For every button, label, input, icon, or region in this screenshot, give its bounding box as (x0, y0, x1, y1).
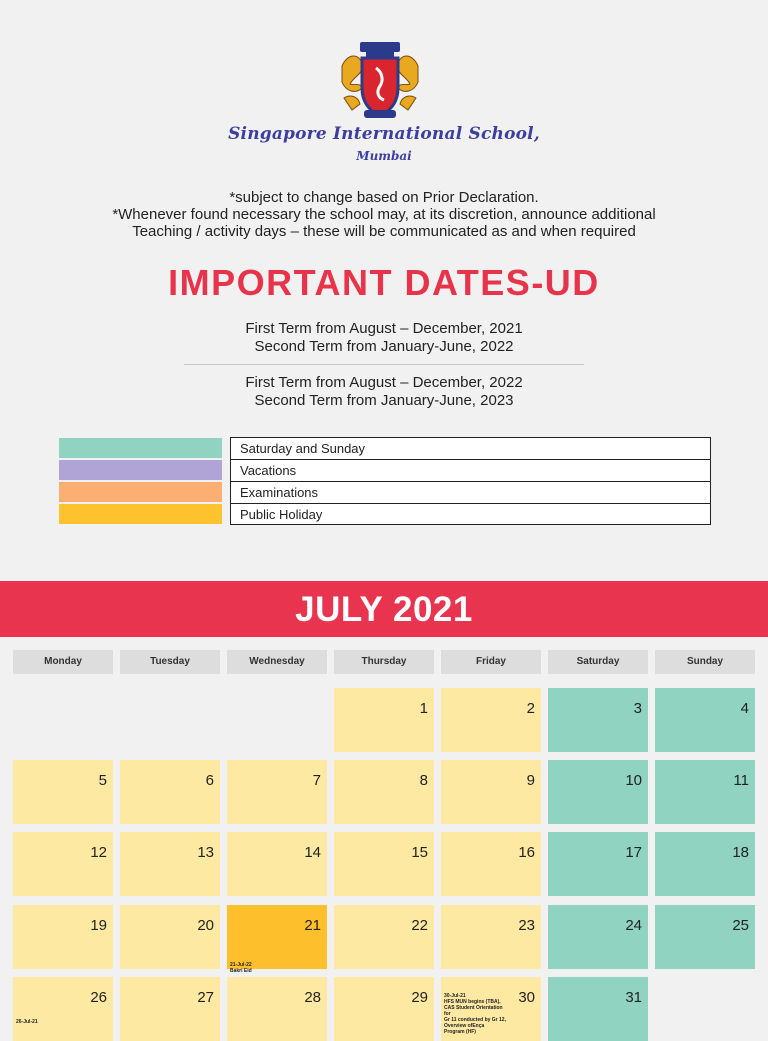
calendar-day (13, 760, 113, 824)
day-number: 10 (625, 772, 642, 789)
calendar-day (334, 688, 434, 752)
calendar-day-weekend (548, 977, 648, 1041)
day-number: 30 (518, 989, 535, 1006)
calendar-day (441, 688, 541, 752)
calendar-day (120, 760, 220, 824)
day-header-monday: Monday (13, 650, 113, 674)
day-number: 8 (419, 772, 428, 789)
page-title: IMPORTANT DATES-UD (168, 262, 600, 303)
calendar-day (120, 977, 220, 1041)
day-number: 21 (304, 917, 321, 934)
calendar-day (227, 977, 327, 1041)
calendar-day (13, 977, 113, 1041)
calendar-day-weekend (548, 760, 648, 824)
calendar-day (334, 832, 434, 896)
day-number: 25 (732, 917, 749, 934)
day-number: 27 (197, 989, 214, 1006)
calendar-day (120, 832, 220, 896)
calendar-day (334, 977, 434, 1041)
term-dates-2021 (0, 320, 768, 356)
event-line: 26-Jul-21 (16, 1019, 38, 1025)
calendar-day (441, 832, 541, 896)
school-crest-icon (338, 38, 422, 124)
day-event (230, 962, 325, 974)
day-event (16, 1019, 111, 1025)
legend-label-vacations: Vacations (231, 460, 710, 482)
day-number: 6 (205, 772, 214, 789)
calendar-day-weekend (548, 832, 648, 896)
calendar-day-weekend (548, 905, 648, 969)
day-number: 26 (90, 989, 107, 1006)
disclaimer-notes (0, 189, 768, 240)
event-line: Gr 11 conducted by Gr 12, (444, 1017, 506, 1023)
day-number: 15 (411, 844, 428, 861)
calendar-day (441, 977, 541, 1041)
calendar-day (227, 760, 327, 824)
calendar-day-weekend (548, 688, 648, 752)
event-line: Bakri Eid (230, 968, 252, 974)
day-number: 2 (526, 700, 535, 717)
day-number: 11 (733, 772, 749, 789)
day-header-wednesday: Wednesday (227, 650, 327, 674)
calendar-day (334, 760, 434, 824)
calendar-day (13, 905, 113, 969)
legend-label-weekend: Saturday and Sunday (231, 438, 710, 460)
day-number: 13 (197, 844, 214, 861)
day-number: 29 (411, 989, 428, 1006)
crest-right-griffin (398, 56, 418, 110)
day-number: 24 (625, 917, 642, 934)
calendar-day (334, 905, 434, 969)
day-number: 14 (304, 844, 321, 861)
event-line: HFS MUN begins (TBA), (444, 999, 501, 1005)
legend-label-public-holiday: Public Holiday (240, 507, 323, 522)
divider (184, 364, 584, 365)
term-line: Second Term from January-June, 2023 (254, 392, 514, 409)
legend-swatch-examinations (59, 482, 222, 502)
day-header-sunday: Sunday (655, 650, 755, 674)
day-number: 23 (518, 917, 535, 934)
day-header-saturday: Saturday (548, 650, 648, 674)
day-number: 7 (312, 772, 321, 789)
note-line: *subject to change based on Prior Declaration. (229, 189, 539, 206)
day-number: 16 (518, 844, 535, 861)
legend (230, 437, 711, 525)
day-number: 17 (625, 844, 642, 861)
calendar-day-weekend (655, 760, 755, 824)
term-dates-2022 (0, 374, 768, 410)
day-number: 19 (90, 917, 107, 934)
calendar-day (441, 760, 541, 824)
legend-swatch-public-holiday (59, 504, 222, 524)
calendar-day-weekend (655, 832, 755, 896)
day-number: 5 (98, 772, 107, 789)
school-name: Singapore International School, (228, 124, 540, 144)
event-line: 21-Jul-22 (230, 962, 252, 968)
note-line: *Whenever found necessary the school may, at its discretion, announce additional (112, 206, 656, 223)
event-line: Overview ofEnça Program (HF) (444, 1023, 485, 1035)
day-number: 18 (732, 844, 749, 861)
day-number: 4 (740, 700, 749, 717)
day-header-friday: Friday (441, 650, 541, 674)
day-number: 22 (411, 917, 428, 934)
day-header-thursday: Thursday (334, 650, 434, 674)
day-number: 28 (304, 989, 321, 1006)
day-number: 12 (90, 844, 107, 861)
calendar-day (441, 905, 541, 969)
calendar-day-weekend (655, 905, 755, 969)
day-number: 1 (419, 700, 428, 717)
term-line: First Term from August – December, 2022 (245, 374, 523, 391)
calendar-day-weekend (655, 688, 755, 752)
term-line: First Term from August – December, 2021 (245, 320, 523, 337)
day-number: 3 (633, 700, 642, 717)
month-banner (0, 581, 768, 637)
school-city: Mumbai (356, 149, 412, 163)
legend-label-examinations: Examinations (231, 482, 710, 504)
crest-left-griffin (342, 56, 362, 110)
calendar-day (13, 832, 113, 896)
day-number: 20 (197, 917, 214, 934)
term-line: Second Term from January-June, 2022 (254, 338, 514, 355)
event-line: CAS Student Orientation for (444, 1005, 503, 1017)
day-number: 9 (526, 772, 535, 789)
event-line: 30-Jul-21 (444, 993, 466, 999)
day-header-tuesday: Tuesday (120, 650, 220, 674)
legend-swatch-weekend (59, 438, 222, 458)
note-line: Teaching / activity days – these will be communicated as and when required (132, 223, 636, 240)
calendar-day-holiday (227, 905, 327, 974)
calendar-day (227, 832, 327, 896)
legend-swatch-vacations (59, 460, 222, 480)
calendar-day (120, 905, 220, 969)
day-event (444, 993, 506, 1035)
month-title: JULY 2021 (295, 590, 473, 629)
day-number: 31 (625, 989, 642, 1006)
